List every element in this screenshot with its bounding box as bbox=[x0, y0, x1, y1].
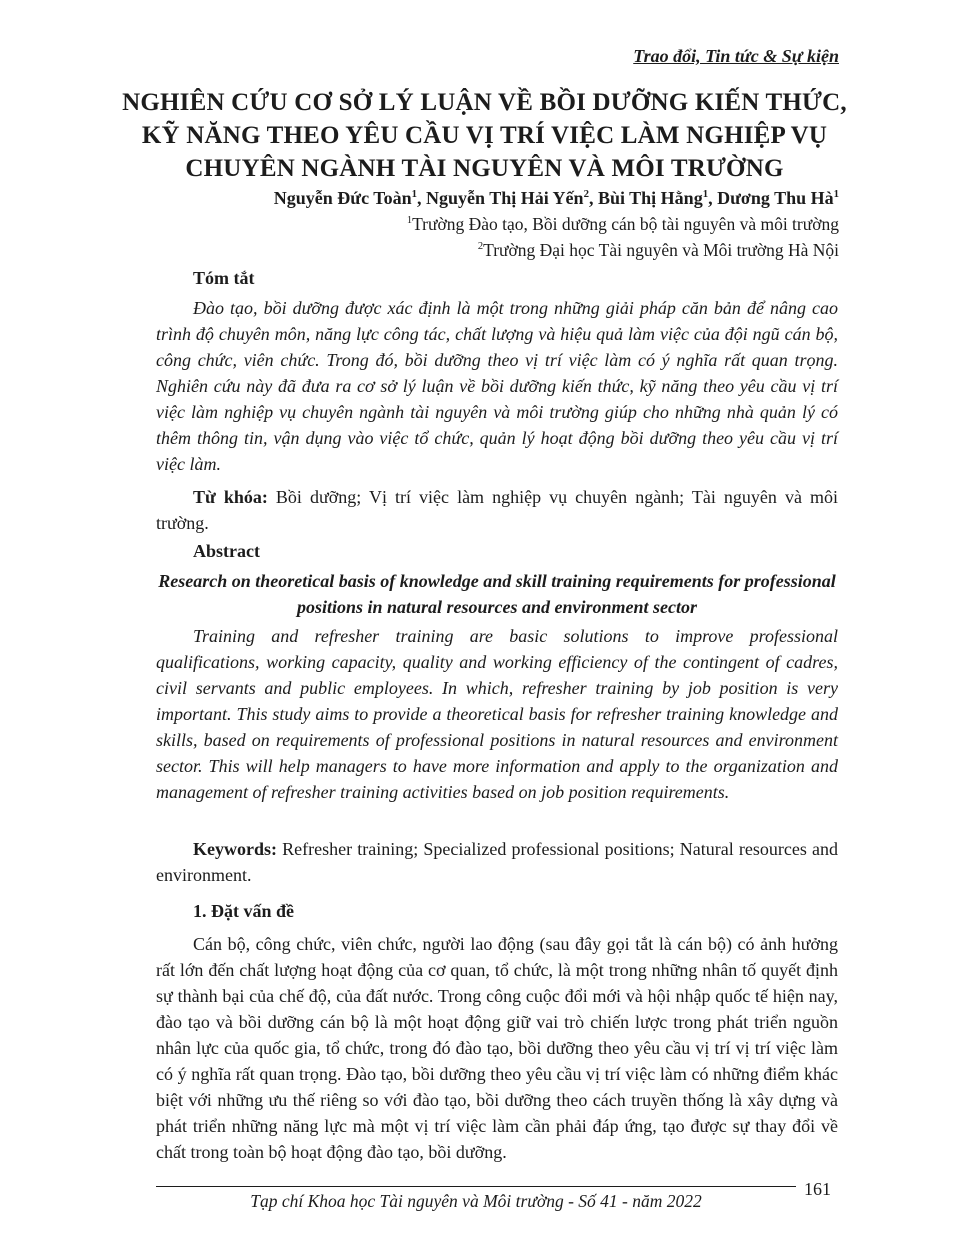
summary-heading: Tóm tắt bbox=[193, 268, 255, 288]
author-name: Nguyễn Thị Hải Yến bbox=[426, 188, 584, 208]
author-list: Nguyễn Đức Toàn$^1$, Nguyễn Thị Hải Yến$^2$, Bùi Thị Hằng$^1$, Dương Thu $Hà^1$ bbox=[273, 188, 839, 208]
keywords-vi-label: Từ khóa: bbox=[193, 487, 268, 507]
author-affiliation-mark: 1 bbox=[702, 188, 709, 200]
summary-paragraph: Đào tạo, bồi dưỡng được xác định là một trong những giải pháp căn bản để nâng cao trình độ chuyên môn, năng lực công tác, chất lượng và hiệu quả làm việc của đội ngũ cán bộ, công chức, viên chức. Trong đó, bồi dưỡng theo vị trí việc làm có ý nghĩa rất quan trọng. Nghiên cứu này đã đưa ra cơ sở lý luận về bồi dưỡng kiến thức, kỹ năng theo yêu cầu vị trí việc làm nghiệp vụ chuyên ngành tài nguyên và môi trường giúp cho những nhà quản lý có thêm thông tin, vận dụng vào việc tổ chức, quản lý hoạt động bồi dưỡng theo yêu cầu vị trí việc làm. bbox=[156, 298, 838, 474]
body-paragraph: Cán bộ, công chức, viên chức, người lao động (sau đây gọi tắt là cán bộ) có ảnh hưởng rất lớn đến chất lượng hoạt động của cơ quan, tổ chức, là một trong những nhân tố quyết định sự thành bại của chế độ, của đất nước. Trong công cuộc đổi mới và hội nhập quốc tế hiện nay, đào tạo và bồi dưỡng cán bộ là một hoạt động giữ vai trò chiến lược trong phát triển nguồn nhân lực của quốc gia, tổ chức, trong đó đào tạo, bồi dưỡng theo yêu cầu vị trí vị trí việc làm có ý nghĩa rất quan trọng. Đào tạo, bồi dưỡng theo yêu cầu vị trí việc làm có những điểm khác biệt với những ưu thế riêng so với đào tạo, bồi dưỡng theo cách truyền thống là xây dựng và phát triển những năng lực mà một vị trí việc làm cần phải đáp ứng, tạo được sự thay đổi về chất trong toàn bộ hoạt động đào tạo, bồi dưỡng. bbox=[156, 934, 838, 1162]
author-affiliation-mark: 1 bbox=[833, 188, 839, 200]
author-name: Nguyễn Đức Toàn bbox=[273, 188, 412, 208]
affiliation: $^1$Trường Đào tạo, Bồi dưỡng cán bộ tài nguyên và môi trường bbox=[406, 214, 839, 234]
journal-footer: Tạp chí Khoa học Tài nguyên và Môi trường - Số 41 - năm 2022 bbox=[250, 1191, 702, 1211]
author-name: Bùi Thị Hằng bbox=[597, 188, 703, 208]
keywords-en-label: Keywords: bbox=[193, 839, 277, 859]
keywords-en: Keywords: Refresher training; Specialized professional positions; Natural resources and environment. bbox=[156, 839, 838, 885]
abstract-heading: Abstract bbox=[193, 541, 260, 561]
author-affiliation-mark: 1 bbox=[411, 188, 418, 200]
section-tag: Trao đổi, Tin tức & Sự kiện bbox=[633, 46, 839, 66]
footer-rule bbox=[156, 1186, 796, 1187]
abstract-paragraph: Training and refresher training are basic solutions to improve professional qualifications, working capacity, quality and working efficiency of the contingent of cadres, civil servants and public employees. In which, refresher training by job position is very important. This study aims to provide a theoretical basis for refresher training knowledge and skills, based on requirements of professional positions in natural resources and environment sector. This will help managers to have more information and apply to the organization and management of refresher training activities based on job position requirements. bbox=[156, 626, 838, 802]
author-name: Dương Thu Hà bbox=[717, 188, 834, 208]
abstract-title: Research on theoretical basis of knowledge and skill training requirements for professional positions in natural resources and environment sector bbox=[158, 571, 836, 617]
affiliation: $^2$Trường Đại học Tài nguyên và Môi trường Hà Nội bbox=[477, 240, 839, 260]
section-heading: 1. Đặt vấn đề bbox=[193, 901, 295, 921]
author-affiliation-mark: 2 bbox=[583, 188, 589, 200]
article-title: NGHIÊN CỨU CƠ SỞ LÝ LUẬN VỀ BỒI DƯỠNG KIẾN THỨC, KỸ NĂNG THEO YÊU CẦU VỊ TRÍ VIỆC LÀM NGHIỆP VỤ CHUYÊN NGÀNH TÀI NGUYÊN VÀ MÔI TRƯỜNG bbox=[122, 89, 847, 182]
page-number: 161 bbox=[804, 1179, 831, 1199]
keywords-vi: Từ khóa: Bồi dưỡng; Vị trí việc làm nghiệp vụ chuyên ngành; Tài nguyên và môi trường. bbox=[156, 487, 838, 533]
